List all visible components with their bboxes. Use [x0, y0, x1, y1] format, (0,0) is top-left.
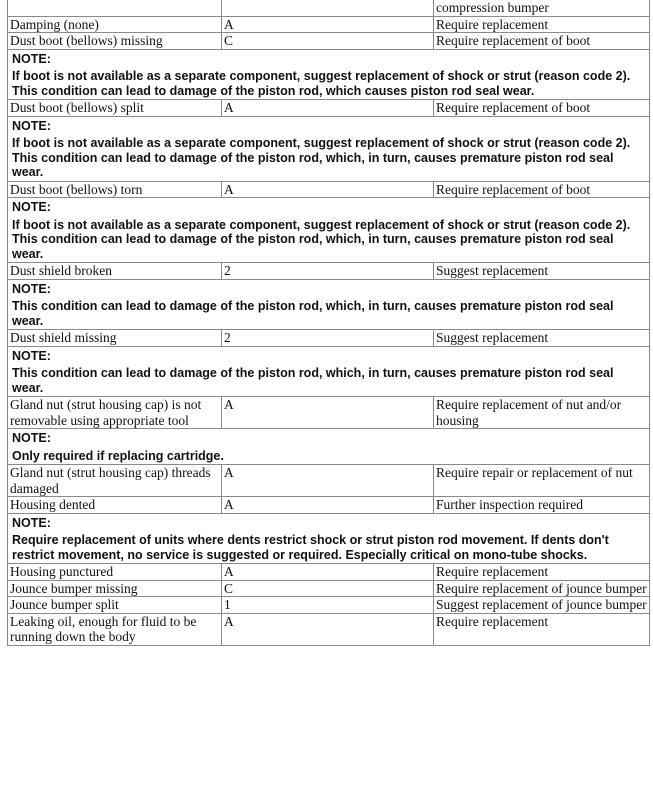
condition-cell: Gland nut (strut housing cap) threads damaged	[8, 465, 222, 497]
condition-cell: Dust boot (bellows) missing	[8, 33, 222, 50]
action-cell: Require replacement of boot	[434, 100, 650, 117]
table-row	[8, 465, 650, 497]
table-row	[8, 0, 650, 16]
action-cell: Require replacement of jounce bumper	[434, 580, 650, 597]
note-text: If boot is not available as a separate component, suggest replacement of shock or strut (reason code 2). This condition can lead to damage of the piston rod, which causes piston rod seal wear.	[12, 69, 631, 98]
table-row	[8, 397, 650, 429]
action-cell: Require replacement	[434, 564, 650, 581]
condition-cell: Dust boot (bellows) torn	[8, 181, 222, 198]
code-cell: A	[222, 100, 434, 117]
note-cell	[8, 513, 650, 564]
note-label: NOTE:	[12, 348, 51, 363]
note-cell	[8, 49, 650, 100]
note-label: NOTE:	[12, 200, 51, 214]
code-cell: 1	[222, 597, 434, 614]
condition-cell: Damping (none)	[8, 16, 222, 33]
code-cell: 2	[222, 263, 434, 280]
action-cell: Suggest replacement	[434, 263, 650, 280]
note-row	[8, 279, 650, 330]
table-row	[8, 564, 650, 581]
action-cell: Require replacement of nut and/or housing	[434, 397, 650, 429]
action-cell: Further inspection required	[434, 497, 650, 514]
note-text: If boot is not available as a separate component, suggest replacement of shock or strut (reason code 2). This condition can lead to damage of the piston rod, which, in turn, causes premature piston rod seal wear.	[12, 136, 631, 179]
table-row	[8, 580, 650, 597]
table-row	[8, 181, 650, 198]
code-cell: 2	[222, 330, 434, 347]
action-cell: Require replacement	[434, 16, 650, 33]
code-cell: A	[222, 465, 434, 497]
note-label: NOTE:	[12, 515, 51, 530]
note-text: This condition can lead to damage of the piston rod, which, in turn, causes premature piston rod seal wear.	[12, 366, 614, 395]
action-cell: Require repair or replacement of nut	[434, 465, 650, 497]
condition-cell: Jounce bumper split	[8, 597, 222, 614]
note-cell	[8, 198, 650, 263]
action-cell: Require replacement of boot	[434, 33, 650, 50]
note-label: NOTE:	[12, 51, 51, 66]
note-cell	[8, 279, 650, 330]
note-text: If boot is not available as a separate component, suggest replacement of shock or strut (reason code 2). This condition can lead to damage of the piston rod, which, in turn, causes premature piston rod seal wear.	[12, 217, 631, 261]
note-label: NOTE:	[12, 118, 51, 133]
condition-cell: Leaking oil, enough for fluid to be running down the body	[8, 613, 222, 645]
note-row	[8, 49, 650, 100]
note-label: NOTE:	[12, 431, 51, 445]
table-row	[8, 613, 650, 645]
note-row	[8, 429, 650, 465]
code-cell: A	[222, 16, 434, 33]
note-label: NOTE:	[12, 281, 51, 296]
code-cell: A	[222, 397, 434, 429]
code-cell: C	[222, 580, 434, 597]
note-text: Only required if replacing cartridge.	[12, 448, 224, 463]
table-row	[8, 330, 650, 347]
condition-cell: Gland nut (strut housing cap) is not removable using appropriate tool	[8, 397, 222, 429]
note-cell	[8, 116, 650, 181]
table-row	[8, 33, 650, 50]
condition-cell: Housing punctured	[8, 564, 222, 581]
code-cell: A	[222, 181, 434, 198]
inspection-table	[7, 0, 650, 646]
condition-cell: Dust shield missing	[8, 330, 222, 347]
table-row	[8, 597, 650, 614]
action-cell: Require replacement	[434, 613, 650, 645]
code-cell: A	[222, 564, 434, 581]
table-body	[8, 0, 650, 645]
code-cell	[222, 0, 434, 16]
code-cell: A	[222, 497, 434, 514]
condition-cell: Dust boot (bellows) split	[8, 100, 222, 117]
note-row	[8, 116, 650, 181]
table-row	[8, 497, 650, 514]
table-row	[8, 100, 650, 117]
table-row	[8, 16, 650, 33]
note-text: This condition can lead to damage of the piston rod, which, in turn, causes premature piston rod seal wear.	[12, 299, 614, 328]
code-cell: A	[222, 613, 434, 645]
note-row	[8, 198, 650, 263]
note-cell	[8, 429, 650, 465]
condition-cell: Housing dented	[8, 497, 222, 514]
action-cell: Require replacement of boot	[434, 181, 650, 198]
action-cell: compression bumper	[434, 0, 650, 16]
table-row	[8, 263, 650, 280]
note-row	[8, 346, 650, 397]
condition-cell: Dust shield broken	[8, 263, 222, 280]
action-cell: Suggest replacement	[434, 330, 650, 347]
note-cell	[8, 346, 650, 397]
condition-cell	[8, 0, 222, 16]
note-text: Require replacement of units where dents restrict shock or strut piston rod movement. If dents don't restrict movement, no service is suggested or required. Especially critical on mono-tube shocks.	[12, 533, 609, 562]
note-row	[8, 513, 650, 564]
code-cell: C	[222, 33, 434, 50]
condition-cell: Jounce bumper missing	[8, 580, 222, 597]
action-cell: Suggest replacement of jounce bumper	[434, 597, 650, 614]
